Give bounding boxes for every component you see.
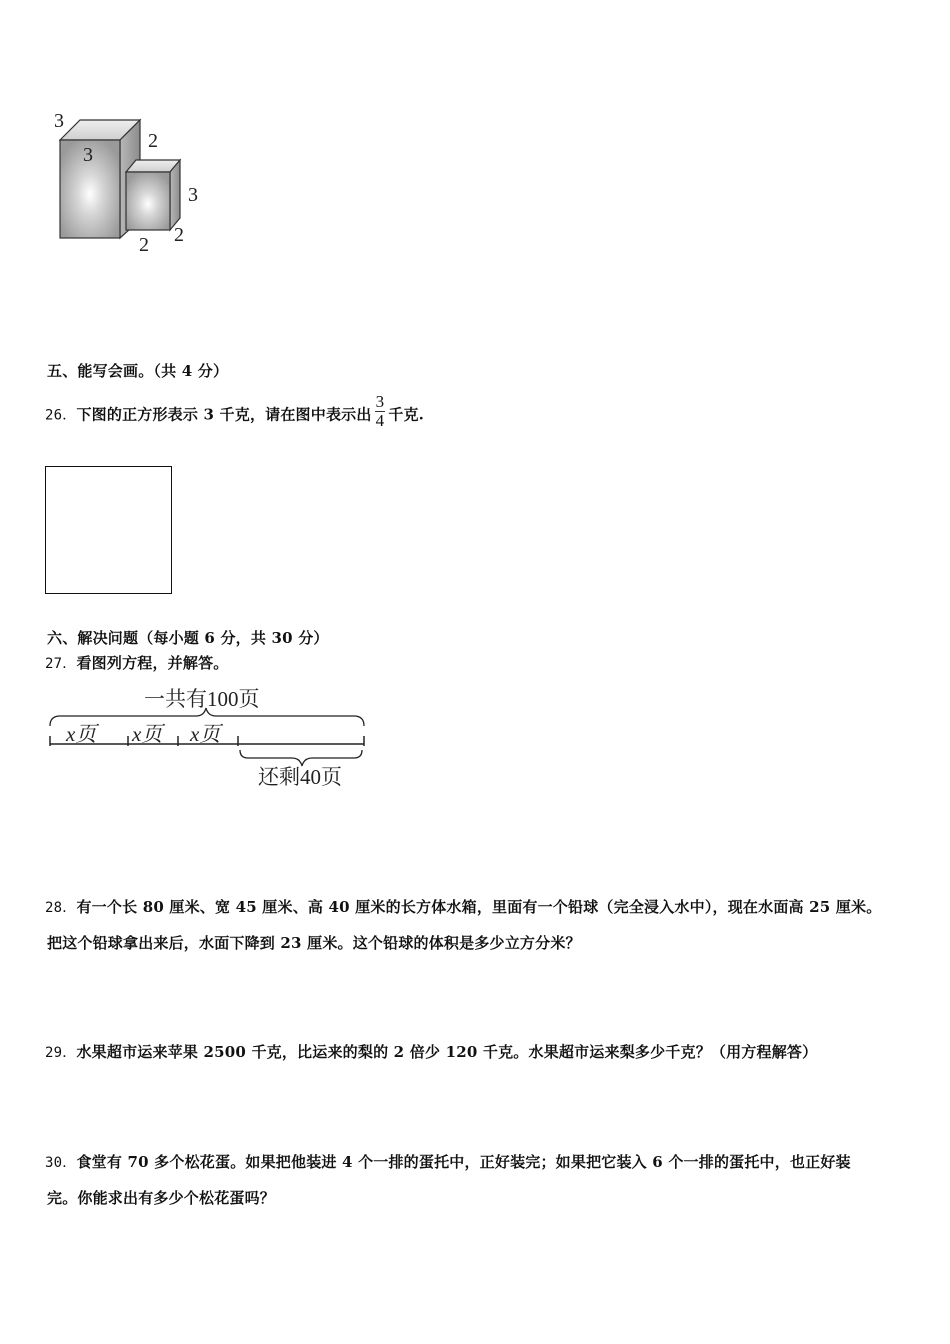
- q27: [45, 652, 228, 673]
- q28-text-line2: 把这个铅球拿出来后，水面下降到 23 厘米。这个铅球的体积是多少立方分米？: [47, 934, 581, 952]
- small-cuboid: [126, 160, 180, 230]
- segment-label-1: x页: [66, 722, 97, 746]
- segment-label-2: x页: [132, 722, 163, 746]
- section6-heading: 六、解决问题（每小题 6 分，共 30 分）: [47, 629, 329, 647]
- q30-number: 30．: [45, 1155, 77, 1171]
- small-height-edge-label: 3: [188, 184, 198, 206]
- answer-square[interactable]: [45, 466, 172, 594]
- q27-diagram: [44, 684, 374, 794]
- large-top-edge-label: 3: [54, 110, 64, 132]
- remaining-brace: [240, 750, 362, 766]
- remaining-label: 还剩40页: [258, 765, 342, 789]
- small-width-edge-label: 2: [139, 234, 149, 256]
- large-side-edge-label: 2: [148, 130, 158, 152]
- section5-heading: 五、能写会画。（共 4 分）: [47, 362, 229, 380]
- q26-number: 26．: [45, 407, 77, 424]
- q26-text-after: 千克.: [388, 405, 425, 424]
- q26-fraction-numerator: 3: [375, 392, 385, 411]
- q26-fraction-denominator: 4: [375, 411, 385, 430]
- q30-text-line2: 完。你能求出有多少个松花蛋吗？: [47, 1189, 276, 1207]
- segment-label-3: x页: [190, 722, 221, 746]
- q27-text: 看图列方程，并解答。: [76, 654, 229, 672]
- q27-number: 27．: [45, 656, 77, 672]
- q26-text-before: 下图的正方形表示 3 千克，请在图中表示出: [76, 405, 372, 424]
- cuboids-figure: [40, 100, 220, 265]
- q30-text-line1: 食堂有 70 多个松花蛋。如果把他装进 4 个一排的蛋托中，正好装完；如果把它装入 6 个一排的蛋托中，也正好装: [76, 1153, 851, 1171]
- q26: [45, 392, 425, 434]
- q29: [45, 1041, 817, 1062]
- small-depth-edge-label: 2: [174, 224, 184, 246]
- q28-line1: [45, 896, 881, 917]
- q28-number: 28．: [45, 900, 77, 916]
- large-front-label: 3: [83, 144, 93, 166]
- q29-number: 29．: [45, 1045, 77, 1061]
- total-label: 一共有100页: [144, 687, 260, 711]
- q28-text-line1: 有一个长 80 厘米、宽 45 厘米、高 40 厘米的长方体水箱，里面有一个铅球（完全浸入水中），现在水面高 25 厘米。: [76, 898, 882, 916]
- q26-fraction: [375, 393, 386, 430]
- q30-line1: [45, 1151, 851, 1172]
- q29-text: 水果超市运来苹果 2500 千克，比运来的梨的 2 倍少 120 千克。水果超市运来梨多少千克？（用方程解答）: [76, 1043, 818, 1061]
